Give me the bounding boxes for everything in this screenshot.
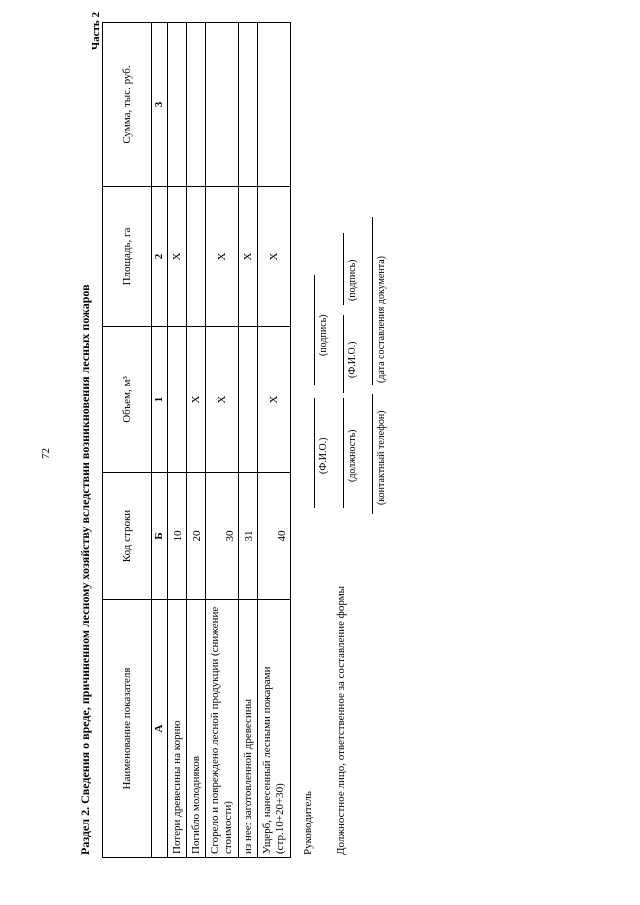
date-caption: (дата составления документа) bbox=[376, 256, 387, 383]
phone-line bbox=[372, 394, 373, 514]
position-caption: (должность) bbox=[347, 429, 358, 482]
damage-table bbox=[102, 22, 291, 858]
table-row bbox=[187, 23, 206, 858]
row-name: Ущерб, нанесенный лесными пожарами (стр.10+20+30) bbox=[258, 600, 291, 858]
head-signature-caption: (подпись) bbox=[318, 314, 329, 356]
responsible-fio-caption: (Ф.И.О.) bbox=[347, 341, 358, 378]
table-row bbox=[239, 23, 258, 858]
column-code-volume: 1 bbox=[152, 327, 168, 473]
responsible-fio-line bbox=[343, 315, 344, 393]
row-name: из нее: заготовленной древесины bbox=[239, 600, 258, 858]
header-volume: Объем, м³ bbox=[103, 327, 152, 473]
header-name: Наименование показателя bbox=[103, 600, 152, 858]
row-sum bbox=[239, 23, 258, 187]
header-sum: Сумма, тыс. руб. bbox=[103, 23, 152, 187]
row-code: 31 bbox=[239, 473, 258, 600]
date-line bbox=[372, 217, 373, 385]
page-number: 72 bbox=[40, 448, 52, 459]
row-volume: X bbox=[206, 327, 239, 473]
column-code-row bbox=[152, 23, 168, 858]
row-code: 40 bbox=[258, 473, 291, 600]
row-volume: X bbox=[258, 327, 291, 473]
table-row bbox=[168, 23, 187, 858]
column-code-area: 2 bbox=[152, 187, 168, 327]
head-signature-line bbox=[314, 275, 315, 385]
header-code: Код строки bbox=[103, 473, 152, 600]
row-sum bbox=[258, 23, 291, 187]
head-fio-line bbox=[314, 398, 315, 508]
table-row bbox=[206, 23, 239, 858]
part-label: Часть 2 bbox=[90, 12, 102, 50]
row-area bbox=[187, 187, 206, 327]
row-code: 10 bbox=[168, 473, 187, 600]
row-volume: X bbox=[187, 327, 206, 473]
head-label: Руководитель bbox=[302, 791, 314, 855]
row-area: X bbox=[206, 187, 239, 327]
row-sum bbox=[168, 23, 187, 187]
section-title: Раздел 2. Сведения о вреде, причиненном лесному хозяйству вследствии возникновения лесных пожаров bbox=[78, 284, 92, 855]
table-row bbox=[258, 23, 291, 858]
row-volume bbox=[239, 327, 258, 473]
responsible-label: Должностное лицо, ответственное за составление формы bbox=[335, 585, 347, 855]
row-name: Потери древесины на корню bbox=[168, 600, 187, 858]
header-area: Площадь, га bbox=[103, 187, 152, 327]
row-name: Погибло молодняков bbox=[187, 600, 206, 858]
column-code-sum: 3 bbox=[152, 23, 168, 187]
responsible-signature-line bbox=[343, 233, 344, 305]
head-fio-caption: (Ф.И.О.) bbox=[318, 437, 329, 474]
row-volume bbox=[168, 327, 187, 473]
column-code-code: Б bbox=[152, 473, 168, 600]
row-name: Сгорело и повреждено лесной продукции (снижение стоимости) bbox=[206, 600, 239, 858]
phone-caption: (контактный телефон) bbox=[376, 410, 387, 505]
row-code: 30 bbox=[206, 473, 239, 600]
row-area: X bbox=[239, 187, 258, 327]
column-code-name: А bbox=[152, 600, 168, 858]
row-code: 20 bbox=[187, 473, 206, 600]
row-sum bbox=[206, 23, 239, 187]
row-area: X bbox=[168, 187, 187, 327]
table-header-row bbox=[103, 23, 152, 858]
position-line bbox=[343, 398, 344, 508]
responsible-signature-caption: (подпись) bbox=[347, 259, 358, 301]
row-area: X bbox=[258, 187, 291, 327]
row-sum bbox=[187, 23, 206, 187]
